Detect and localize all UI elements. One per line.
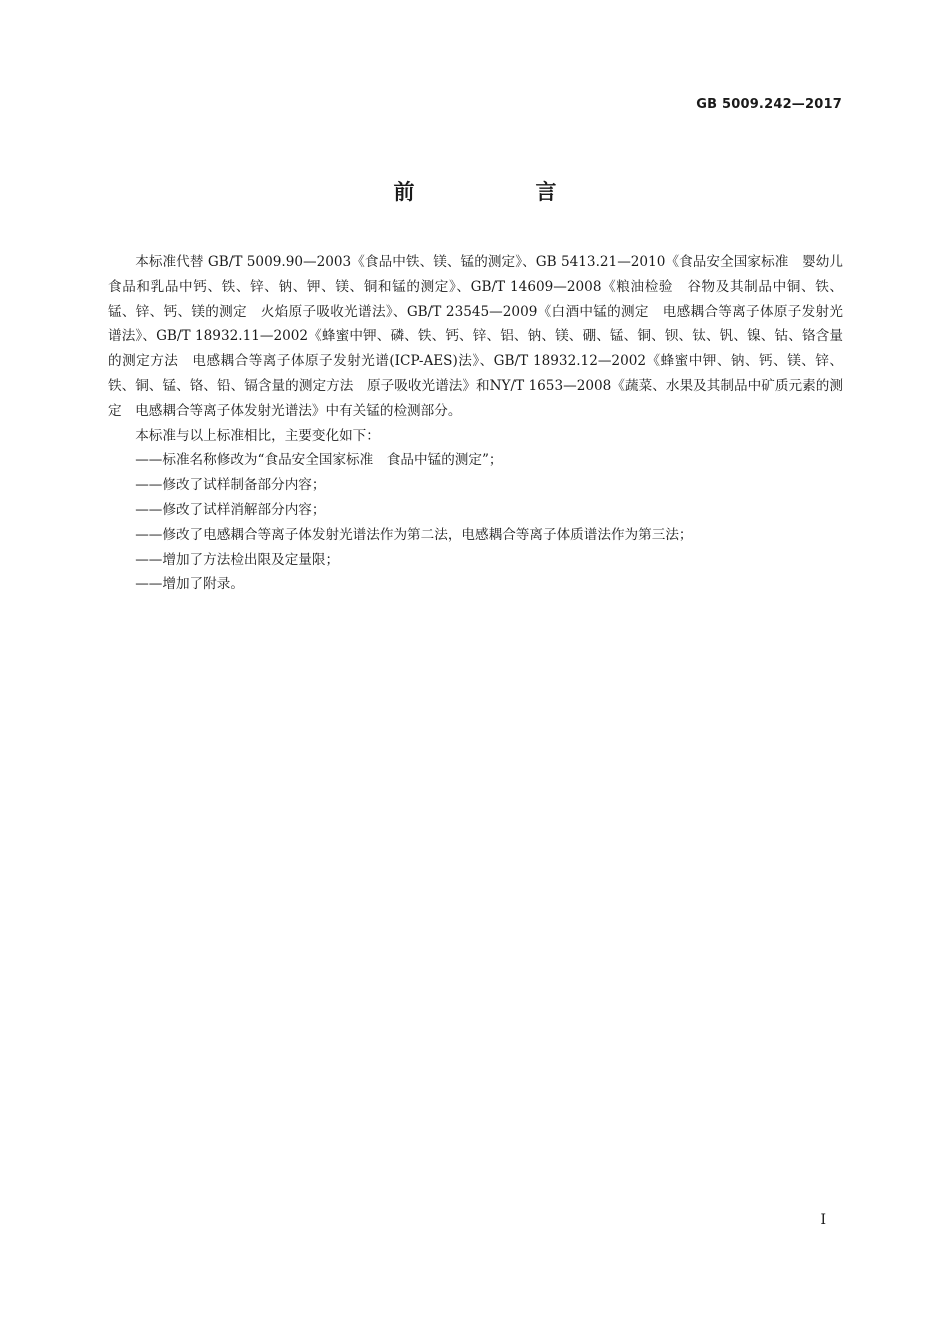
standard-number: GB 5009.242—2017 bbox=[696, 97, 842, 112]
change-item: ——增加了附录。 bbox=[135, 576, 244, 593]
foreword-body bbox=[108, 250, 843, 597]
change-item: ——增加了方法检出限及定量限； bbox=[135, 551, 340, 568]
page-title: 前 言 bbox=[393, 180, 607, 204]
change-item: ——标准名称修改为“食品安全国家标准 食品中锰的测定”； bbox=[135, 452, 503, 469]
change-item: ——修改了电感耦合等离子体发射光谱法作为第二法，电感耦合等离子体质谱法作为第三法； bbox=[135, 526, 693, 543]
change-item: ——修改了试样制备部分内容； bbox=[135, 477, 326, 494]
page-number: I bbox=[820, 1212, 826, 1228]
change-item: ——修改了试样消解部分内容； bbox=[135, 501, 326, 518]
replacement-paragraph: 本标准代替 GB/T 5009.90—2003《食品中铁、镁、锰的测定》、GB 5413.21—2010《食品安全国家标准 婴幼儿食品和乳品中钙、铁、锌、钠、钾、镁、铜和锰的测定》、GB/T 14609—2008《粮油检验 谷物及其制品中铜、铁、锰、锌、钙、镁的测定 火焰原子吸收光谱法》、GB/T 23545—2009《白酒中锰的测定 电感耦合等离子体原子发射光谱法》、GB/T 18932.11—2002《蜂蜜中钾、磷、铁、钙、锌、铝、钠、镁、硼、锰、铜、钡、钛、钒、镍、钴、铬含量的测定方法 电感耦合等离子体原子发射光谱(ICP-AES)法》、GB/T 18932.12—2002《蜂蜜中钾、钠、钙、镁、锌、铁、铜、锰、铬、铅、镉含量的测定方法 原子吸收光谱法》和NY/T 1653—2008《蔬菜、水果及其制品中矿质元素的测定 电感耦合等离子体发射光谱法》中有关锰的检测部分。 bbox=[108, 254, 843, 419]
changes-intro: 本标准与以上标准相比，主要变化如下： bbox=[135, 427, 380, 444]
